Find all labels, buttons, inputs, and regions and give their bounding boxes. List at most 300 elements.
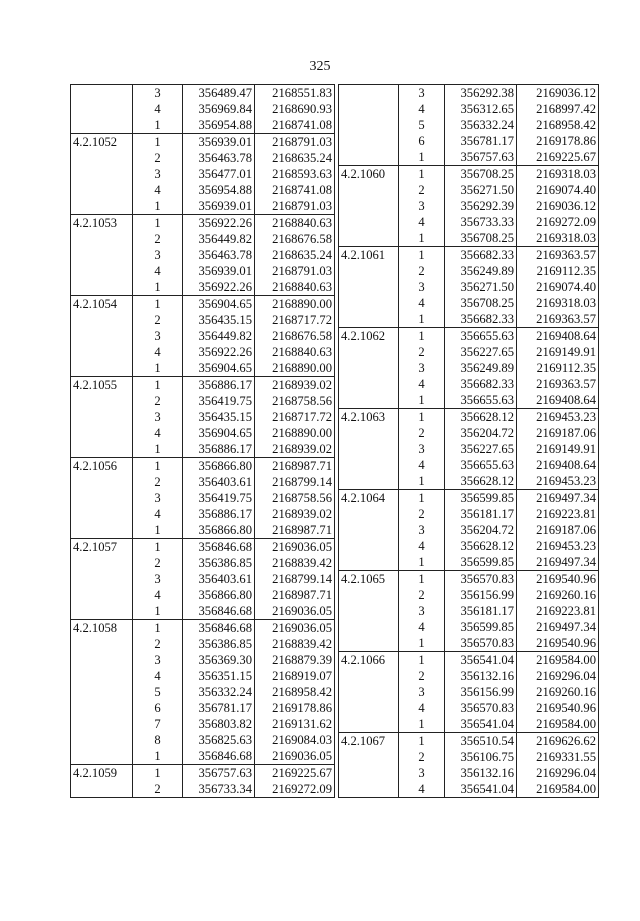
x-coordinate-cell: 356132.16 xyxy=(445,668,517,684)
section-id-cell xyxy=(339,344,399,360)
x-coordinate-cell: 356570.83 xyxy=(445,571,517,588)
x-coordinate-cell: 356682.33 xyxy=(445,376,517,392)
y-coordinate-cell: 2169318.03 xyxy=(517,230,599,247)
section-id-cell: 4.2.1057 xyxy=(71,539,133,556)
section-id-cell xyxy=(339,101,399,117)
point-number-cell: 1 xyxy=(399,716,445,733)
point-number-cell: 1 xyxy=(133,117,183,134)
x-coordinate-cell: 356332.24 xyxy=(445,117,517,133)
table-row xyxy=(71,296,335,313)
y-coordinate-cell: 2169223.81 xyxy=(517,506,599,522)
point-number-cell: 7 xyxy=(133,716,183,732)
section-id-cell xyxy=(71,312,133,328)
table-row xyxy=(71,344,335,360)
section-id-cell xyxy=(71,393,133,409)
table-row xyxy=(339,311,599,328)
table-row xyxy=(339,295,599,311)
table-row xyxy=(71,134,335,151)
point-number-cell: 1 xyxy=(133,296,183,313)
section-id-cell: 4.2.1053 xyxy=(71,215,133,232)
x-coordinate-cell: 356477.01 xyxy=(183,166,255,182)
point-number-cell: 3 xyxy=(399,441,445,457)
point-number-cell: 2 xyxy=(133,474,183,490)
point-number-cell: 2 xyxy=(399,344,445,360)
x-coordinate-cell: 356132.16 xyxy=(445,765,517,781)
section-id-cell xyxy=(71,263,133,279)
table-row xyxy=(71,377,335,394)
x-coordinate-cell: 356628.12 xyxy=(445,473,517,490)
point-number-cell: 6 xyxy=(399,133,445,149)
x-coordinate-cell: 356463.78 xyxy=(183,150,255,166)
point-number-cell: 2 xyxy=(133,781,183,798)
section-id-cell xyxy=(71,150,133,166)
table-row xyxy=(71,150,335,166)
section-id-cell xyxy=(339,473,399,490)
point-number-cell: 1 xyxy=(133,215,183,232)
point-number-cell: 1 xyxy=(399,247,445,264)
table-row xyxy=(71,198,335,215)
table-row xyxy=(339,571,599,588)
section-id-cell xyxy=(339,182,399,198)
y-coordinate-cell: 2169296.04 xyxy=(517,668,599,684)
y-coordinate-cell: 2168635.24 xyxy=(255,247,335,263)
y-coordinate-cell: 2168987.71 xyxy=(255,587,335,603)
y-coordinate-cell: 2168890.00 xyxy=(255,360,335,377)
point-number-cell: 6 xyxy=(133,700,183,716)
x-coordinate-cell: 356954.88 xyxy=(183,117,255,134)
x-coordinate-cell: 356904.65 xyxy=(183,360,255,377)
x-coordinate-cell: 356403.61 xyxy=(183,571,255,587)
x-coordinate-cell: 356369.30 xyxy=(183,652,255,668)
y-coordinate-cell: 2168890.00 xyxy=(255,425,335,441)
point-number-cell: 2 xyxy=(399,506,445,522)
section-id-cell xyxy=(71,781,133,798)
y-coordinate-cell: 2169112.35 xyxy=(517,263,599,279)
section-id-cell xyxy=(339,295,399,311)
x-coordinate-cell: 356733.33 xyxy=(445,214,517,230)
x-coordinate-cell: 356708.25 xyxy=(445,295,517,311)
x-coordinate-cell: 356570.83 xyxy=(445,700,517,716)
x-coordinate-cell: 356332.24 xyxy=(183,684,255,700)
table-row xyxy=(339,182,599,198)
point-number-cell: 1 xyxy=(399,490,445,507)
section-id-cell xyxy=(71,571,133,587)
y-coordinate-cell: 2169036.12 xyxy=(517,85,599,102)
point-number-cell: 4 xyxy=(133,506,183,522)
section-id-cell: 4.2.1067 xyxy=(339,733,399,750)
section-id-cell xyxy=(71,279,133,296)
x-coordinate-cell: 356570.83 xyxy=(445,635,517,652)
table-row xyxy=(71,539,335,556)
y-coordinate-cell: 2169363.57 xyxy=(517,376,599,392)
point-number-cell: 3 xyxy=(133,166,183,182)
y-coordinate-cell: 2169149.91 xyxy=(517,441,599,457)
x-coordinate-cell: 356904.65 xyxy=(183,296,255,313)
y-coordinate-cell: 2168741.08 xyxy=(255,182,335,198)
table-row xyxy=(339,749,599,765)
y-coordinate-cell: 2168958.42 xyxy=(255,684,335,700)
y-coordinate-cell: 2168987.71 xyxy=(255,458,335,475)
y-coordinate-cell: 2168799.14 xyxy=(255,474,335,490)
point-number-cell: 2 xyxy=(399,182,445,198)
point-number-cell: 1 xyxy=(399,166,445,183)
point-number-cell: 1 xyxy=(133,458,183,475)
point-number-cell: 2 xyxy=(133,312,183,328)
point-number-cell: 1 xyxy=(399,409,445,426)
point-number-cell: 3 xyxy=(399,198,445,214)
table-row xyxy=(71,506,335,522)
x-coordinate-cell: 356922.26 xyxy=(183,344,255,360)
y-coordinate-cell: 2169453.23 xyxy=(517,409,599,426)
y-coordinate-cell: 2168551.83 xyxy=(255,85,335,102)
point-number-cell: 2 xyxy=(133,393,183,409)
table-row xyxy=(339,133,599,149)
point-number-cell: 4 xyxy=(133,344,183,360)
section-id-cell xyxy=(339,635,399,652)
section-id-cell: 4.2.1055 xyxy=(71,377,133,394)
y-coordinate-cell: 2169540.96 xyxy=(517,571,599,588)
y-coordinate-cell: 2168840.63 xyxy=(255,279,335,296)
point-number-cell: 4 xyxy=(399,619,445,635)
section-id-cell xyxy=(339,684,399,700)
x-coordinate-cell: 356419.75 xyxy=(183,393,255,409)
y-coordinate-cell: 2169260.16 xyxy=(517,587,599,603)
x-coordinate-cell: 356599.85 xyxy=(445,490,517,507)
point-number-cell: 3 xyxy=(399,85,445,102)
table-row xyxy=(339,684,599,700)
y-coordinate-cell: 2169540.96 xyxy=(517,700,599,716)
table-row xyxy=(71,522,335,539)
section-id-cell xyxy=(71,636,133,652)
table-row xyxy=(71,474,335,490)
x-coordinate-cell: 356954.88 xyxy=(183,182,255,198)
y-coordinate-cell: 2169149.91 xyxy=(517,344,599,360)
x-coordinate-cell: 356312.65 xyxy=(445,101,517,117)
x-coordinate-cell: 356271.50 xyxy=(445,182,517,198)
x-coordinate-cell: 356271.50 xyxy=(445,279,517,295)
y-coordinate-cell: 2168919.07 xyxy=(255,668,335,684)
y-coordinate-cell: 2168717.72 xyxy=(255,312,335,328)
point-number-cell: 4 xyxy=(133,425,183,441)
y-coordinate-cell: 2169408.64 xyxy=(517,392,599,409)
table-row xyxy=(339,328,599,345)
section-id-cell xyxy=(71,474,133,490)
section-id-cell xyxy=(71,166,133,182)
section-id-cell xyxy=(71,603,133,620)
point-number-cell: 4 xyxy=(399,700,445,716)
y-coordinate-cell: 2168997.42 xyxy=(517,101,599,117)
table-row xyxy=(71,409,335,425)
table-row xyxy=(71,700,335,716)
table-row xyxy=(71,716,335,732)
section-id-cell xyxy=(339,263,399,279)
x-coordinate-cell: 356886.17 xyxy=(183,441,255,458)
section-id-cell xyxy=(339,700,399,716)
point-number-cell: 1 xyxy=(399,392,445,409)
y-coordinate-cell: 2169497.34 xyxy=(517,490,599,507)
point-number-cell: 3 xyxy=(133,652,183,668)
section-id-cell xyxy=(71,117,133,134)
point-number-cell: 5 xyxy=(399,117,445,133)
table-row xyxy=(339,619,599,635)
point-number-cell: 1 xyxy=(399,733,445,750)
point-number-cell: 2 xyxy=(133,555,183,571)
table-row xyxy=(339,198,599,214)
y-coordinate-cell: 2169074.40 xyxy=(517,279,599,295)
x-coordinate-cell: 356351.15 xyxy=(183,668,255,684)
point-number-cell: 1 xyxy=(399,328,445,345)
point-number-cell: 5 xyxy=(133,684,183,700)
table-row xyxy=(71,555,335,571)
y-coordinate-cell: 2168791.03 xyxy=(255,198,335,215)
table-row xyxy=(339,344,599,360)
table-row xyxy=(71,587,335,603)
x-coordinate-cell: 356292.39 xyxy=(445,198,517,214)
y-coordinate-cell: 2168939.02 xyxy=(255,441,335,458)
section-id-cell xyxy=(339,198,399,214)
x-coordinate-cell: 356227.65 xyxy=(445,441,517,457)
section-id-cell xyxy=(339,214,399,230)
section-id-cell xyxy=(71,328,133,344)
x-coordinate-cell: 356292.38 xyxy=(445,85,517,102)
section-id-cell xyxy=(339,538,399,554)
section-id-cell xyxy=(339,133,399,149)
x-coordinate-cell: 356733.34 xyxy=(183,781,255,798)
x-coordinate-cell: 356386.85 xyxy=(183,555,255,571)
point-number-cell: 3 xyxy=(399,684,445,700)
x-coordinate-cell: 356803.82 xyxy=(183,716,255,732)
table-row xyxy=(339,700,599,716)
point-number-cell: 4 xyxy=(133,101,183,117)
table-row xyxy=(339,587,599,603)
section-id-cell xyxy=(71,652,133,668)
point-number-cell: 3 xyxy=(133,247,183,263)
table-row xyxy=(71,263,335,279)
x-coordinate-cell: 356866.80 xyxy=(183,522,255,539)
y-coordinate-cell: 2168635.24 xyxy=(255,150,335,166)
x-coordinate-cell: 356708.25 xyxy=(445,166,517,183)
x-coordinate-cell: 356655.63 xyxy=(445,457,517,473)
y-coordinate-cell: 2168840.63 xyxy=(255,215,335,232)
section-id-cell xyxy=(339,360,399,376)
table-row xyxy=(71,684,335,700)
section-id-cell: 4.2.1064 xyxy=(339,490,399,507)
section-id-cell xyxy=(339,716,399,733)
point-number-cell: 3 xyxy=(133,85,183,102)
section-id-cell xyxy=(71,409,133,425)
point-number-cell: 3 xyxy=(399,603,445,619)
point-number-cell: 1 xyxy=(399,311,445,328)
section-id-cell xyxy=(71,344,133,360)
x-coordinate-cell: 356939.01 xyxy=(183,263,255,279)
point-number-cell: 1 xyxy=(133,620,183,637)
x-coordinate-cell: 356510.54 xyxy=(445,733,517,750)
y-coordinate-cell: 2169178.86 xyxy=(255,700,335,716)
y-coordinate-cell: 2168676.58 xyxy=(255,231,335,247)
x-coordinate-cell: 356106.75 xyxy=(445,749,517,765)
point-number-cell: 1 xyxy=(133,279,183,296)
point-number-cell: 3 xyxy=(133,490,183,506)
x-coordinate-cell: 356781.17 xyxy=(445,133,517,149)
y-coordinate-cell: 2168717.72 xyxy=(255,409,335,425)
x-coordinate-cell: 356969.84 xyxy=(183,101,255,117)
y-coordinate-cell: 2169363.57 xyxy=(517,311,599,328)
coordinates-table-right xyxy=(338,84,599,798)
section-id-cell xyxy=(339,522,399,538)
table-row xyxy=(71,458,335,475)
x-coordinate-cell: 356866.80 xyxy=(183,587,255,603)
table-row xyxy=(339,441,599,457)
y-coordinate-cell: 2168987.71 xyxy=(255,522,335,539)
section-id-cell xyxy=(71,101,133,117)
table-row xyxy=(339,360,599,376)
x-coordinate-cell: 356541.04 xyxy=(445,652,517,669)
x-coordinate-cell: 356655.63 xyxy=(445,392,517,409)
section-id-cell xyxy=(71,85,133,102)
section-id-cell xyxy=(339,554,399,571)
x-coordinate-cell: 356419.75 xyxy=(183,490,255,506)
section-id-cell: 4.2.1065 xyxy=(339,571,399,588)
point-number-cell: 4 xyxy=(399,101,445,117)
table-row xyxy=(71,620,335,637)
point-number-cell: 4 xyxy=(399,457,445,473)
point-number-cell: 3 xyxy=(399,765,445,781)
section-id-cell xyxy=(71,198,133,215)
section-id-cell xyxy=(339,587,399,603)
section-id-cell xyxy=(71,732,133,748)
y-coordinate-cell: 2168939.02 xyxy=(255,377,335,394)
x-coordinate-cell: 356599.85 xyxy=(445,619,517,635)
section-id-cell xyxy=(339,230,399,247)
x-coordinate-cell: 356435.15 xyxy=(183,312,255,328)
section-id-cell: 4.2.1060 xyxy=(339,166,399,183)
point-number-cell: 2 xyxy=(399,425,445,441)
section-id-cell xyxy=(71,700,133,716)
point-number-cell: 2 xyxy=(133,636,183,652)
y-coordinate-cell: 2169225.67 xyxy=(255,765,335,782)
section-id-cell xyxy=(71,247,133,263)
x-coordinate-cell: 356156.99 xyxy=(445,684,517,700)
x-coordinate-cell: 356489.47 xyxy=(183,85,255,102)
table-row xyxy=(339,554,599,571)
table-row xyxy=(339,263,599,279)
y-coordinate-cell: 2169036.05 xyxy=(255,620,335,637)
point-number-cell: 1 xyxy=(133,360,183,377)
table-row xyxy=(339,117,599,133)
section-id-cell xyxy=(71,748,133,765)
point-number-cell: 4 xyxy=(133,182,183,198)
y-coordinate-cell: 2169296.04 xyxy=(517,765,599,781)
x-coordinate-cell: 356463.78 xyxy=(183,247,255,263)
x-coordinate-cell: 356204.72 xyxy=(445,425,517,441)
section-id-cell xyxy=(339,603,399,619)
section-id-cell xyxy=(71,360,133,377)
section-id-cell xyxy=(71,490,133,506)
x-coordinate-cell: 356886.17 xyxy=(183,506,255,522)
table-row xyxy=(71,166,335,182)
x-coordinate-cell: 356922.26 xyxy=(183,279,255,296)
table-row xyxy=(339,85,599,102)
section-id-cell: 4.2.1059 xyxy=(71,765,133,782)
y-coordinate-cell: 2169187.06 xyxy=(517,425,599,441)
y-coordinate-cell: 2169453.23 xyxy=(517,538,599,554)
table-row xyxy=(71,215,335,232)
table-row xyxy=(339,457,599,473)
table-row xyxy=(71,328,335,344)
x-coordinate-cell: 356708.25 xyxy=(445,230,517,247)
point-number-cell: 3 xyxy=(133,571,183,587)
section-id-cell xyxy=(339,765,399,781)
x-coordinate-cell: 356781.17 xyxy=(183,700,255,716)
section-id-cell xyxy=(71,668,133,684)
x-coordinate-cell: 356682.33 xyxy=(445,247,517,264)
x-coordinate-cell: 356904.65 xyxy=(183,425,255,441)
x-coordinate-cell: 356757.63 xyxy=(183,765,255,782)
table-row xyxy=(71,312,335,328)
table-row xyxy=(71,603,335,620)
x-coordinate-cell: 356846.68 xyxy=(183,603,255,620)
section-id-cell xyxy=(71,716,133,732)
x-coordinate-cell: 356204.72 xyxy=(445,522,517,538)
point-number-cell: 1 xyxy=(133,134,183,151)
y-coordinate-cell: 2169036.12 xyxy=(517,198,599,214)
point-number-cell: 1 xyxy=(133,522,183,539)
section-id-cell xyxy=(339,749,399,765)
section-id-cell xyxy=(71,587,133,603)
table-row xyxy=(71,765,335,782)
section-id-cell xyxy=(71,506,133,522)
y-coordinate-cell: 2169584.00 xyxy=(517,781,599,798)
x-coordinate-cell: 356886.17 xyxy=(183,377,255,394)
page-number: 325 xyxy=(309,59,331,74)
section-id-cell xyxy=(71,555,133,571)
y-coordinate-cell: 2169036.05 xyxy=(255,748,335,765)
y-coordinate-cell: 2169626.62 xyxy=(517,733,599,750)
point-number-cell: 2 xyxy=(399,749,445,765)
table-row xyxy=(339,166,599,183)
section-id-cell xyxy=(71,182,133,198)
point-number-cell: 4 xyxy=(133,668,183,684)
section-id-cell xyxy=(339,781,399,798)
x-coordinate-cell: 356599.85 xyxy=(445,554,517,571)
y-coordinate-cell: 2169187.06 xyxy=(517,522,599,538)
point-number-cell: 1 xyxy=(133,765,183,782)
y-coordinate-cell: 2168791.03 xyxy=(255,134,335,151)
x-coordinate-cell: 356846.68 xyxy=(183,620,255,637)
point-number-cell: 1 xyxy=(399,149,445,166)
x-coordinate-cell: 356939.01 xyxy=(183,198,255,215)
table-row xyxy=(71,652,335,668)
point-number-cell: 4 xyxy=(399,781,445,798)
table-row xyxy=(339,409,599,426)
point-number-cell: 2 xyxy=(399,668,445,684)
section-id-cell xyxy=(339,619,399,635)
y-coordinate-cell: 2169453.23 xyxy=(517,473,599,490)
point-number-cell: 8 xyxy=(133,732,183,748)
table-row xyxy=(71,425,335,441)
y-coordinate-cell: 2168799.14 xyxy=(255,571,335,587)
x-coordinate-cell: 356628.12 xyxy=(445,538,517,554)
section-id-cell xyxy=(71,522,133,539)
section-id-cell xyxy=(339,311,399,328)
table-row xyxy=(339,490,599,507)
section-id-cell xyxy=(339,149,399,166)
y-coordinate-cell: 2168791.03 xyxy=(255,263,335,279)
y-coordinate-cell: 2169272.09 xyxy=(517,214,599,230)
table-row xyxy=(71,117,335,134)
y-coordinate-cell: 2169584.00 xyxy=(517,716,599,733)
y-coordinate-cell: 2169178.86 xyxy=(517,133,599,149)
